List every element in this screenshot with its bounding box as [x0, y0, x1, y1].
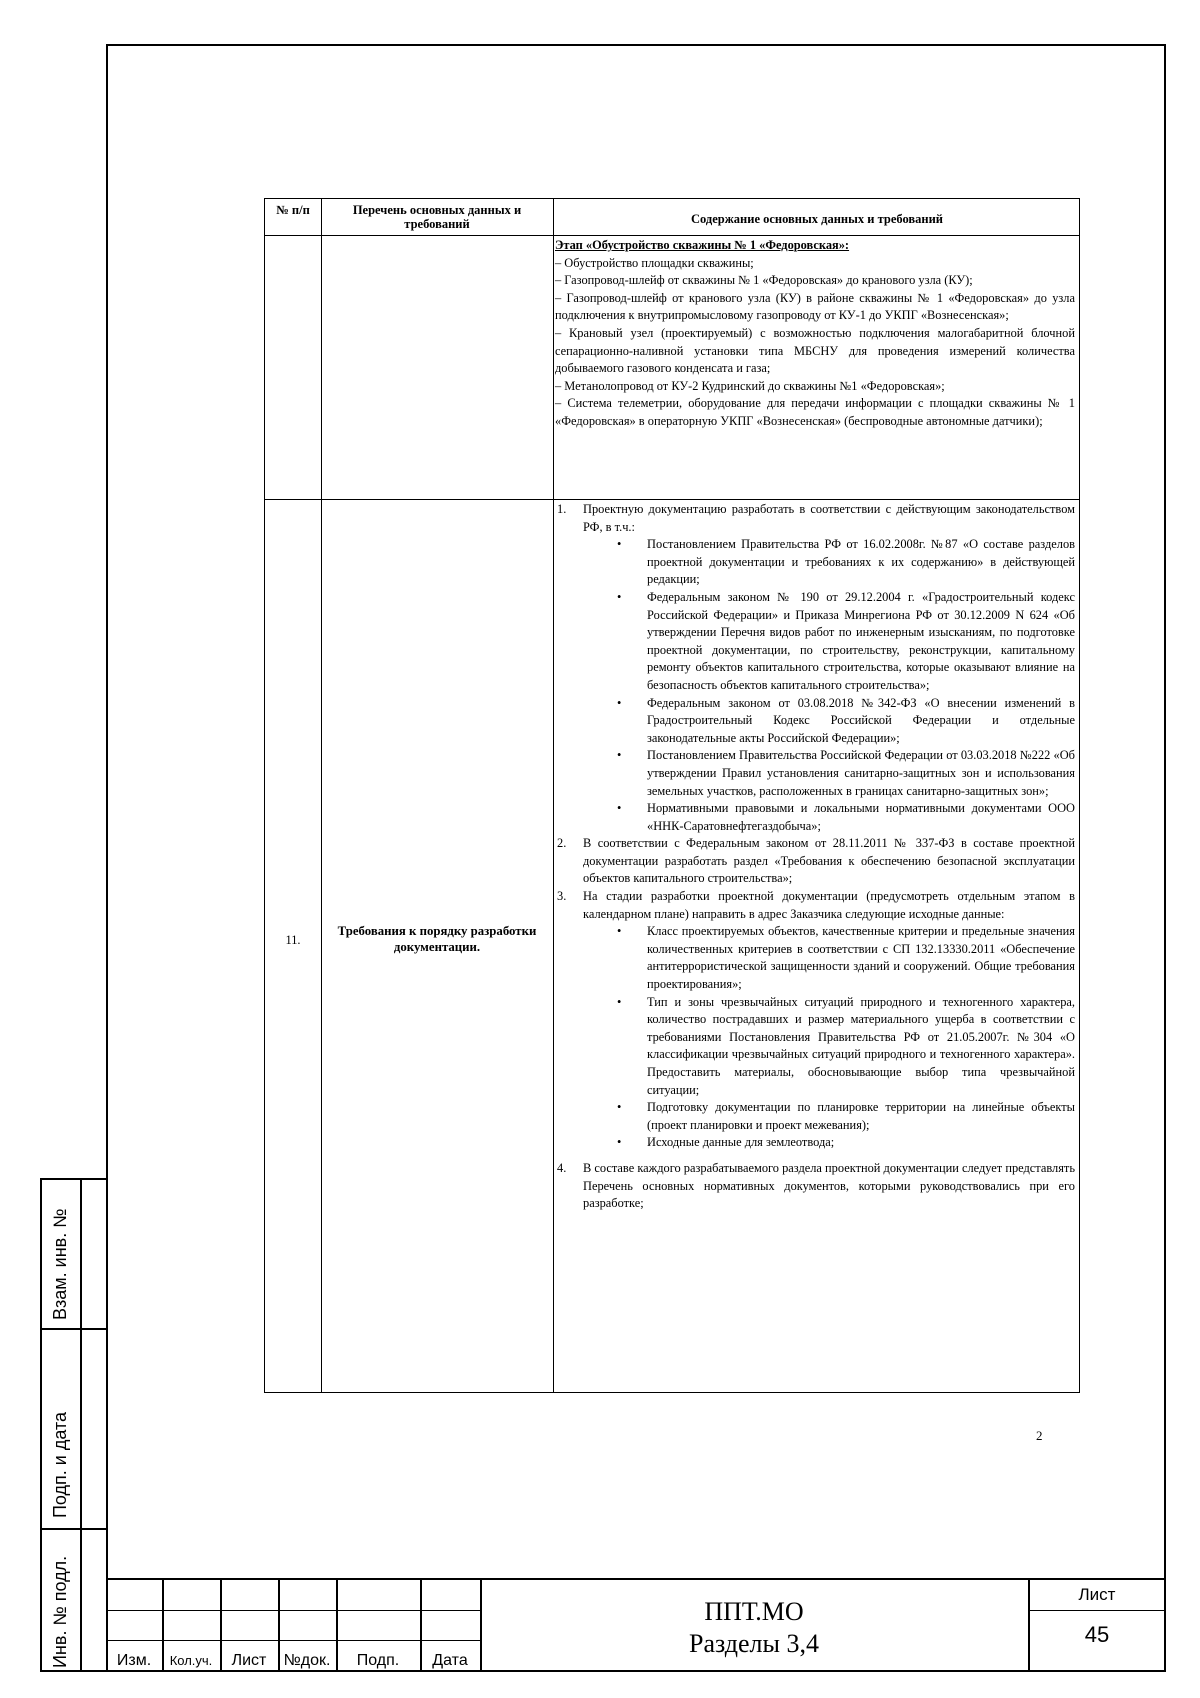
row-number: 11. [285, 933, 301, 947]
stage-item: – Газопровод-шлейф от кранового узла (КУ) в районе скважины № 1 «Федоровская» до узла подключения к внутрипромысловому газопроводу от КУ-1 до УКПГ «Вознесенская»; [555, 290, 1075, 323]
header-content: Содержание основных данных и требований [690, 212, 944, 226]
side-label-podp: Подп. и дата [50, 1411, 70, 1518]
row-divider [265, 499, 1079, 500]
stage-item: – Газопровод-шлейф от скважины № 1 «Федоровская» до кранового узла (КУ); [555, 273, 973, 288]
bullet-item: • Федеральным законом от 03.08.2018 №342-ФЗ «О внесении изменений в Градостроительный Кодекс Российской Федерации и отдельные законодательные акты Российской Федерации»; [617, 695, 1075, 745]
numbered-item-1: 1. Проектную документацию разработать в соответствии с действующим законодательством РФ, в т.ч.: [557, 502, 1075, 534]
side-stamp-divider [42, 1528, 108, 1530]
tb-col-data: Дата [432, 1652, 468, 1669]
tb-col-kolvo: Кол.уч. [169, 1653, 213, 1668]
sheet-number: 45 [1084, 1622, 1110, 1647]
header-num: № п/п [276, 203, 310, 217]
bullet-item: • Класс проектируемых объектов, качественные критерии и предельные значения количественных критериев в соответствии с СП 132.13330.2011 «Обеспечение антитеррористической защищенности зданий и сооружений. Общие требования проектирования»; [617, 924, 1075, 992]
requirements-cell [555, 501, 1075, 1213]
side-stamp [40, 1178, 106, 1672]
stage-item: – Обустройство площадки скважины; [555, 255, 754, 270]
tb-col-izm: Изм. [116, 1652, 152, 1669]
bullet-item: • Подготовку документации по планировке территории на линейные объекты (проект планировки и проект межевания); [617, 1100, 1075, 1132]
side-label-vzam: Взам. инв. № [50, 1208, 70, 1320]
numbered-item-4: 4. В составе каждого разрабатываемого раздела проектной документации следует представлять Перечень основных нормативных документов, которыми руководствовались при его разработке; [557, 1160, 1075, 1211]
col-divider-2 [553, 199, 554, 1392]
bullet-item: • Тип и зоны чрезвычайных ситуаций природного и техногенного характера, количество пострадавших и размер материального ущерба в соответствии с требованиями Постановления Правительства РФ от 21.05.2007г. №304 «О классификации чрезвычайных ситуаций природного и техногенного характера». Предоставить материалы, обосновывающие выбор типа чрезвычайной ситуации; [617, 994, 1075, 1097]
inner-page-number: 2 [1036, 1428, 1043, 1443]
document-code: ППТ.МО Разделы 3,4 [688, 1597, 819, 1658]
stage-item: – Система телеметрии, оборудование для передачи информации с площадки скважины № 1 «Федоровская» в операторную УКПГ «Вознесенская» (беспроводные автономные датчики); [555, 396, 1075, 428]
numbered-item-2: 2. В соответствии с Федеральным законом от 28.11.2011 № 337-ФЗ в составе проектной документации разработать раздел «Требования к обеспечению безопасной эксплуатации объектов капитального строительства»; [557, 836, 1075, 886]
side-stamp-separator [80, 1180, 82, 1670]
requirements-table [264, 198, 1080, 1393]
bullet-item: • Исходные данные для землеотвода; [617, 1135, 835, 1150]
side-label-inv: Инв. № подл. [50, 1555, 70, 1668]
col-divider-1 [321, 199, 322, 1392]
bullet-item: • Постановлением Правительства Российской Федерации от 03.03.2018 №222 «Об утверждении Правил установления санитарно-защитных зон и использования земельных участков, расположенных в границах санитарно-защитных зон»; [617, 748, 1075, 798]
numbered-item-3: 3. На стадии разработки проектной документации (предусмотреть отдельным этапом в календарном плане) направить в адрес Заказчика следующие исходные данные: [557, 889, 1075, 921]
bullet-item: • Федеральным законом № 190 от 29.12.2004 г. «Градостроительный кодекс Российской Федерации» и Приказа Минрегиона РФ от 30.12.2009 N 624 «Об утверждении Перечня видов работ по инженерным изысканиям, по подготовке проектной документации, по строительству, реконструкции, капитальному ремонту объектов капитального строительства, которые оказывают влияние на безопасность объектов капитального строительства»; [617, 589, 1075, 692]
row-requirement-name: Требования к порядку разработки документации. [337, 924, 537, 954]
sheet-label: Лист [1078, 1585, 1116, 1604]
stage-item: – Метанолопровод от КУ-2 Кудринский до скважины №1 «Федоровская»; [555, 378, 945, 393]
tb-col-list: Лист [231, 1652, 267, 1669]
side-stamp-divider [42, 1328, 108, 1330]
title-block [106, 1578, 1166, 1672]
bullet-item: • Постановлением Правительства РФ от 16.02.2008г. №87 «О составе разделов проектной документации и требованиях к их содержанию» в действующей редакции; [617, 537, 1075, 587]
stage-item: – Крановый узел (проектируемый) с возможностью подключения малогабаритной блочной сепарационно-наливной установки типа МБСНУ для проведения измерений количества добываемого газового конденсата и газа; [555, 325, 1075, 376]
header-divider [265, 235, 1079, 236]
bullet-item: • Нормативными правовыми и локальными нормативными документами ООО «ННК-Саратовнефтегаздобыча»; [617, 801, 1075, 833]
tb-col-ndok: №док. [283, 1652, 331, 1669]
header-name: Перечень основных данных и требований [352, 203, 522, 231]
tb-col-podp: Подп. [356, 1652, 400, 1669]
stage-cell [555, 237, 1075, 431]
stage-title: Этап «Обустройство скважины № 1 «Федоровская»: [555, 238, 850, 252]
